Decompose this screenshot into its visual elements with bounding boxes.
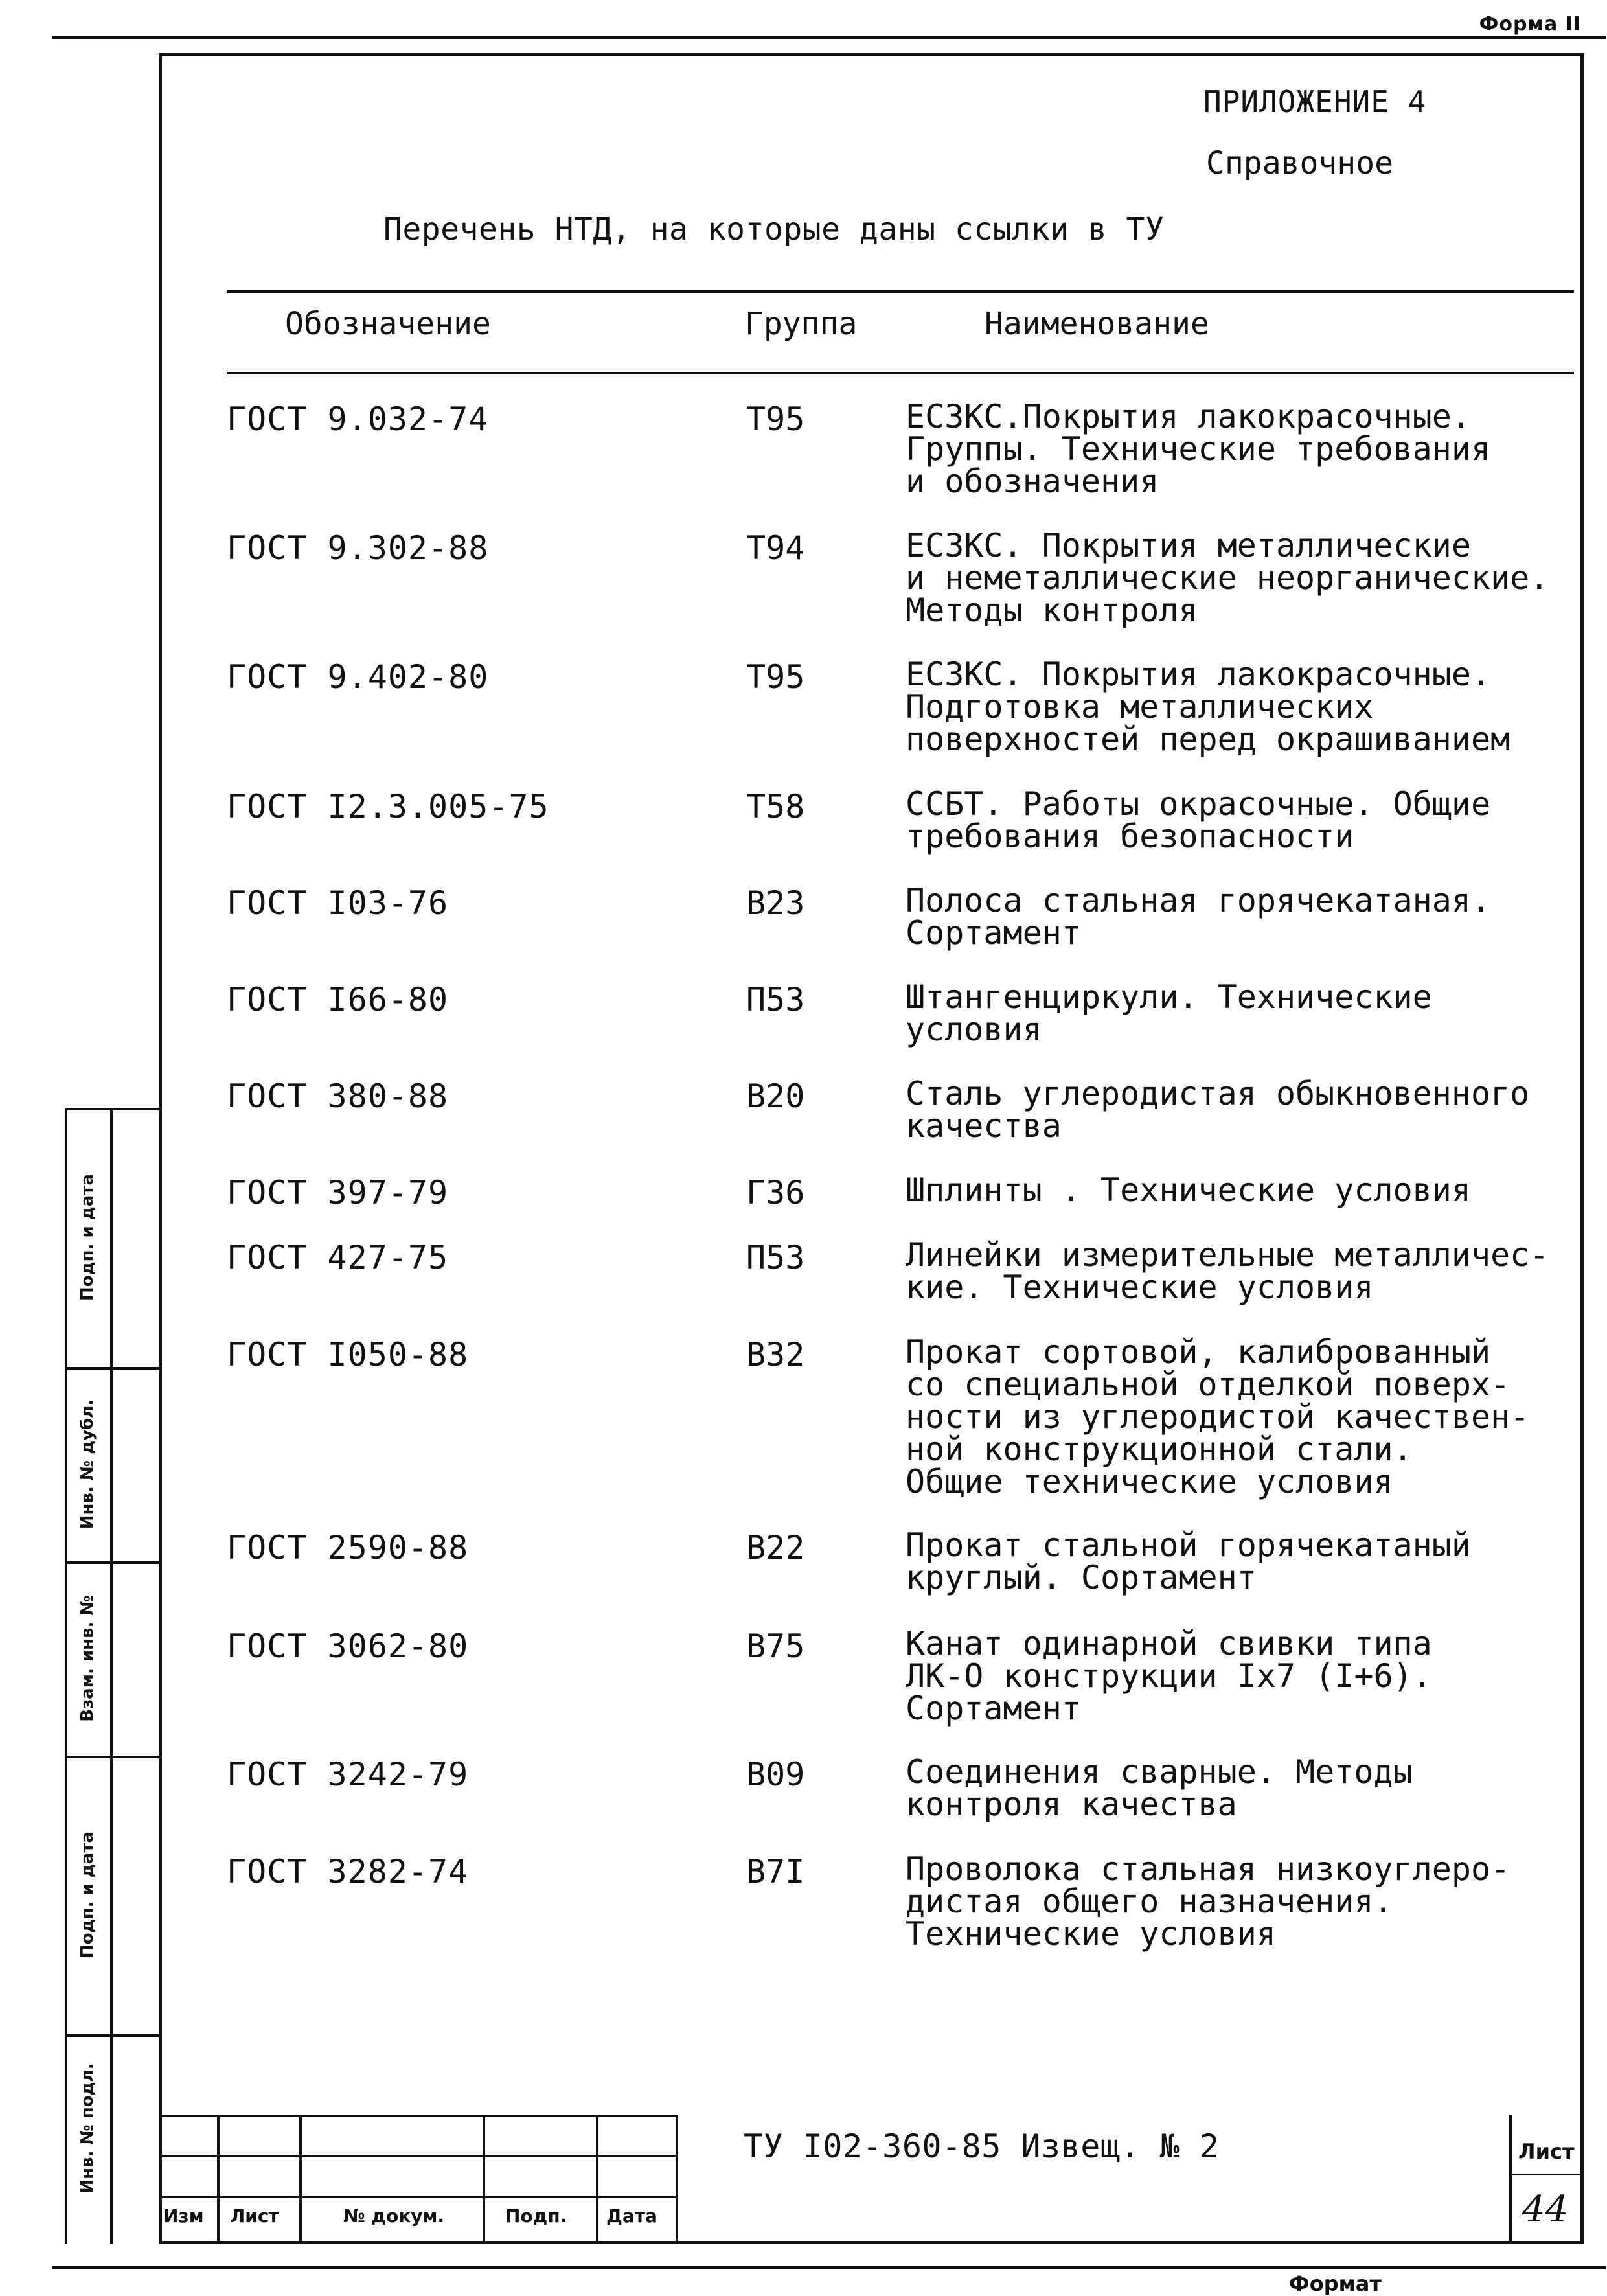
row-group: В23 (746, 884, 805, 922)
row-designation: ГОСТ 397-79 (227, 1174, 449, 1211)
row-name: Соединения сварные. Методы контроля качества (906, 1753, 1413, 1823)
top-rule (52, 36, 1606, 39)
sheet-label: Лист (1518, 2139, 1575, 2164)
row-designation: ГОСТ 380-88 (227, 1077, 449, 1115)
title-block-vline (217, 2115, 220, 2241)
side-stamp-divider (110, 1108, 113, 2244)
title-block-top-rule (159, 2115, 677, 2117)
row-designation: ГОСТ I050-88 (227, 1336, 469, 1373)
row-designation: ГОСТ 9.302-88 (227, 529, 489, 567)
format-label: Формат (1289, 2271, 1382, 2296)
side-stamp-top-rule (65, 1108, 162, 1110)
row-name: Штангенциркули. Технические условия (906, 978, 1432, 1048)
row-designation: ГОСТ 9.402-80 (227, 658, 489, 696)
row-group: В32 (746, 1336, 805, 1373)
appendix-title: ПРИЛОЖЕНИЕ 4 (1203, 84, 1427, 119)
side-stamp-rule (65, 2034, 162, 2037)
row-name: Проволока стальная низкоуглеро- дистая общего назначения. Технические условия (906, 1850, 1510, 1953)
row-designation: ГОСТ 3242-79 (227, 1756, 469, 1793)
header-name: Наименование (985, 306, 1209, 342)
row-designation: ГОСТ I66-80 (227, 981, 449, 1018)
header-designation: Обозначение (285, 306, 491, 342)
row-group: В75 (746, 1627, 805, 1665)
row-group: П53 (746, 1239, 805, 1276)
row-designation: ГОСТ 3062-80 (227, 1627, 469, 1665)
title-block-low-rule (159, 2196, 677, 2198)
side-label-inv-podl: Инв. № подл. (78, 2063, 97, 2194)
row-group: В20 (746, 1077, 805, 1115)
row-group: Т58 (746, 788, 805, 825)
row-designation: ГОСТ I03-76 (227, 884, 449, 922)
row-designation: ГОСТ 2590-88 (227, 1529, 469, 1567)
row-group: Т95 (746, 400, 805, 438)
side-stamp-left-edge (65, 1108, 67, 2244)
row-designation: ГОСТ 3282-74 (227, 1853, 469, 1890)
row-group: Т95 (746, 658, 805, 696)
frame-bottom-border (159, 2241, 1584, 2244)
side-label-inv-dubl: Инв. № дубл. (78, 1399, 97, 1530)
row-group: Т94 (746, 529, 805, 567)
col-doc-number: № докум. (343, 2205, 445, 2227)
row-name: Прокат стальной горячекатаный круглый. Сортамент (906, 1526, 1471, 1596)
title-block-mid-rule (159, 2155, 677, 2157)
side-label-vzam-inv: Взам. инв. № (78, 1595, 97, 1722)
frame-right-border (1580, 53, 1584, 2244)
frame-top-border (159, 53, 1584, 56)
table-header-rule-bottom (227, 372, 1574, 374)
row-designation: ГОСТ 9.032-74 (227, 400, 489, 438)
side-stamp-rule (65, 1756, 162, 1758)
header-group: Группа (745, 306, 858, 342)
row-designation: ГОСТ I2.3.005-75 (227, 788, 549, 825)
sheet-box-left (1509, 2115, 1512, 2241)
col-date: Дата (606, 2205, 657, 2227)
appendix-type: Справочное (1206, 145, 1393, 181)
table-header-rule-top (227, 290, 1574, 293)
row-group: В7I (746, 1853, 805, 1890)
row-designation: ГОСТ 427-75 (227, 1239, 449, 1276)
row-name: ССБТ. Работы окрасочные. Общие требования безопасности (906, 785, 1491, 855)
sheet-box-rule (1509, 2174, 1584, 2175)
row-name: Полоса стальная горячекатаная. Сортамент (906, 882, 1491, 952)
col-sign: Подп. (505, 2205, 567, 2227)
col-izm: Изм (163, 2205, 204, 2227)
row-name: Шплинты . Технические условия (906, 1171, 1471, 1209)
title-block-vline (483, 2115, 485, 2241)
title-block-vline (596, 2115, 598, 2241)
row-name: ЕСЗКС. Покрытия металлические и неметаллические неорганические. Методы контроля (906, 527, 1549, 629)
row-name: ЕСЗКС. Покрытия лакокрасочные. Подготовка металлических поверхностей перед окрашиванием (906, 656, 1510, 758)
document-title: Перечень НТД, на которые даны ссылки в ТУ (383, 211, 1165, 247)
form-label: Форма II (1479, 13, 1581, 36)
row-group: Г36 (746, 1174, 805, 1211)
title-block-vline (299, 2115, 302, 2241)
document-code: ТУ I02-360-85 Извещ. № 2 (744, 2128, 1220, 2165)
frame-left-border (159, 53, 162, 2244)
side-stamp-rule (65, 1367, 162, 1370)
row-name: Прокат сортовой, калиброванный со специальной отделкой поверх- ности из углеродистой качествен- ной конструкционной стали. Общие технические условия (906, 1333, 1530, 1500)
row-group: П53 (746, 981, 805, 1018)
row-name: Линейки измерительные металличес- кие. Технические условия (906, 1236, 1549, 1306)
title-block-vline (676, 2115, 678, 2241)
row-name: ЕСЗКС.Покрытия лакокрасочные. Группы. Технические требования и обозначения (906, 398, 1491, 500)
sheet-number: 44 (1522, 2188, 1569, 2231)
side-stamp-rule (65, 1561, 162, 1564)
row-name: Канат одинарной свивки типа ЛК-О конструкции Iх7 (I+6). Сортамент (906, 1625, 1432, 1727)
bottom-rule (52, 2266, 1606, 2269)
col-list: Лист (230, 2205, 279, 2227)
side-label-sign-date: Подп. и дата (78, 1174, 97, 1301)
row-group: В09 (746, 1756, 805, 1793)
row-name: Сталь углеродистая обыкновенного качества (906, 1075, 1530, 1145)
side-label-sign-date: Подп. и дата (78, 1831, 97, 1958)
row-group: В22 (746, 1529, 805, 1567)
